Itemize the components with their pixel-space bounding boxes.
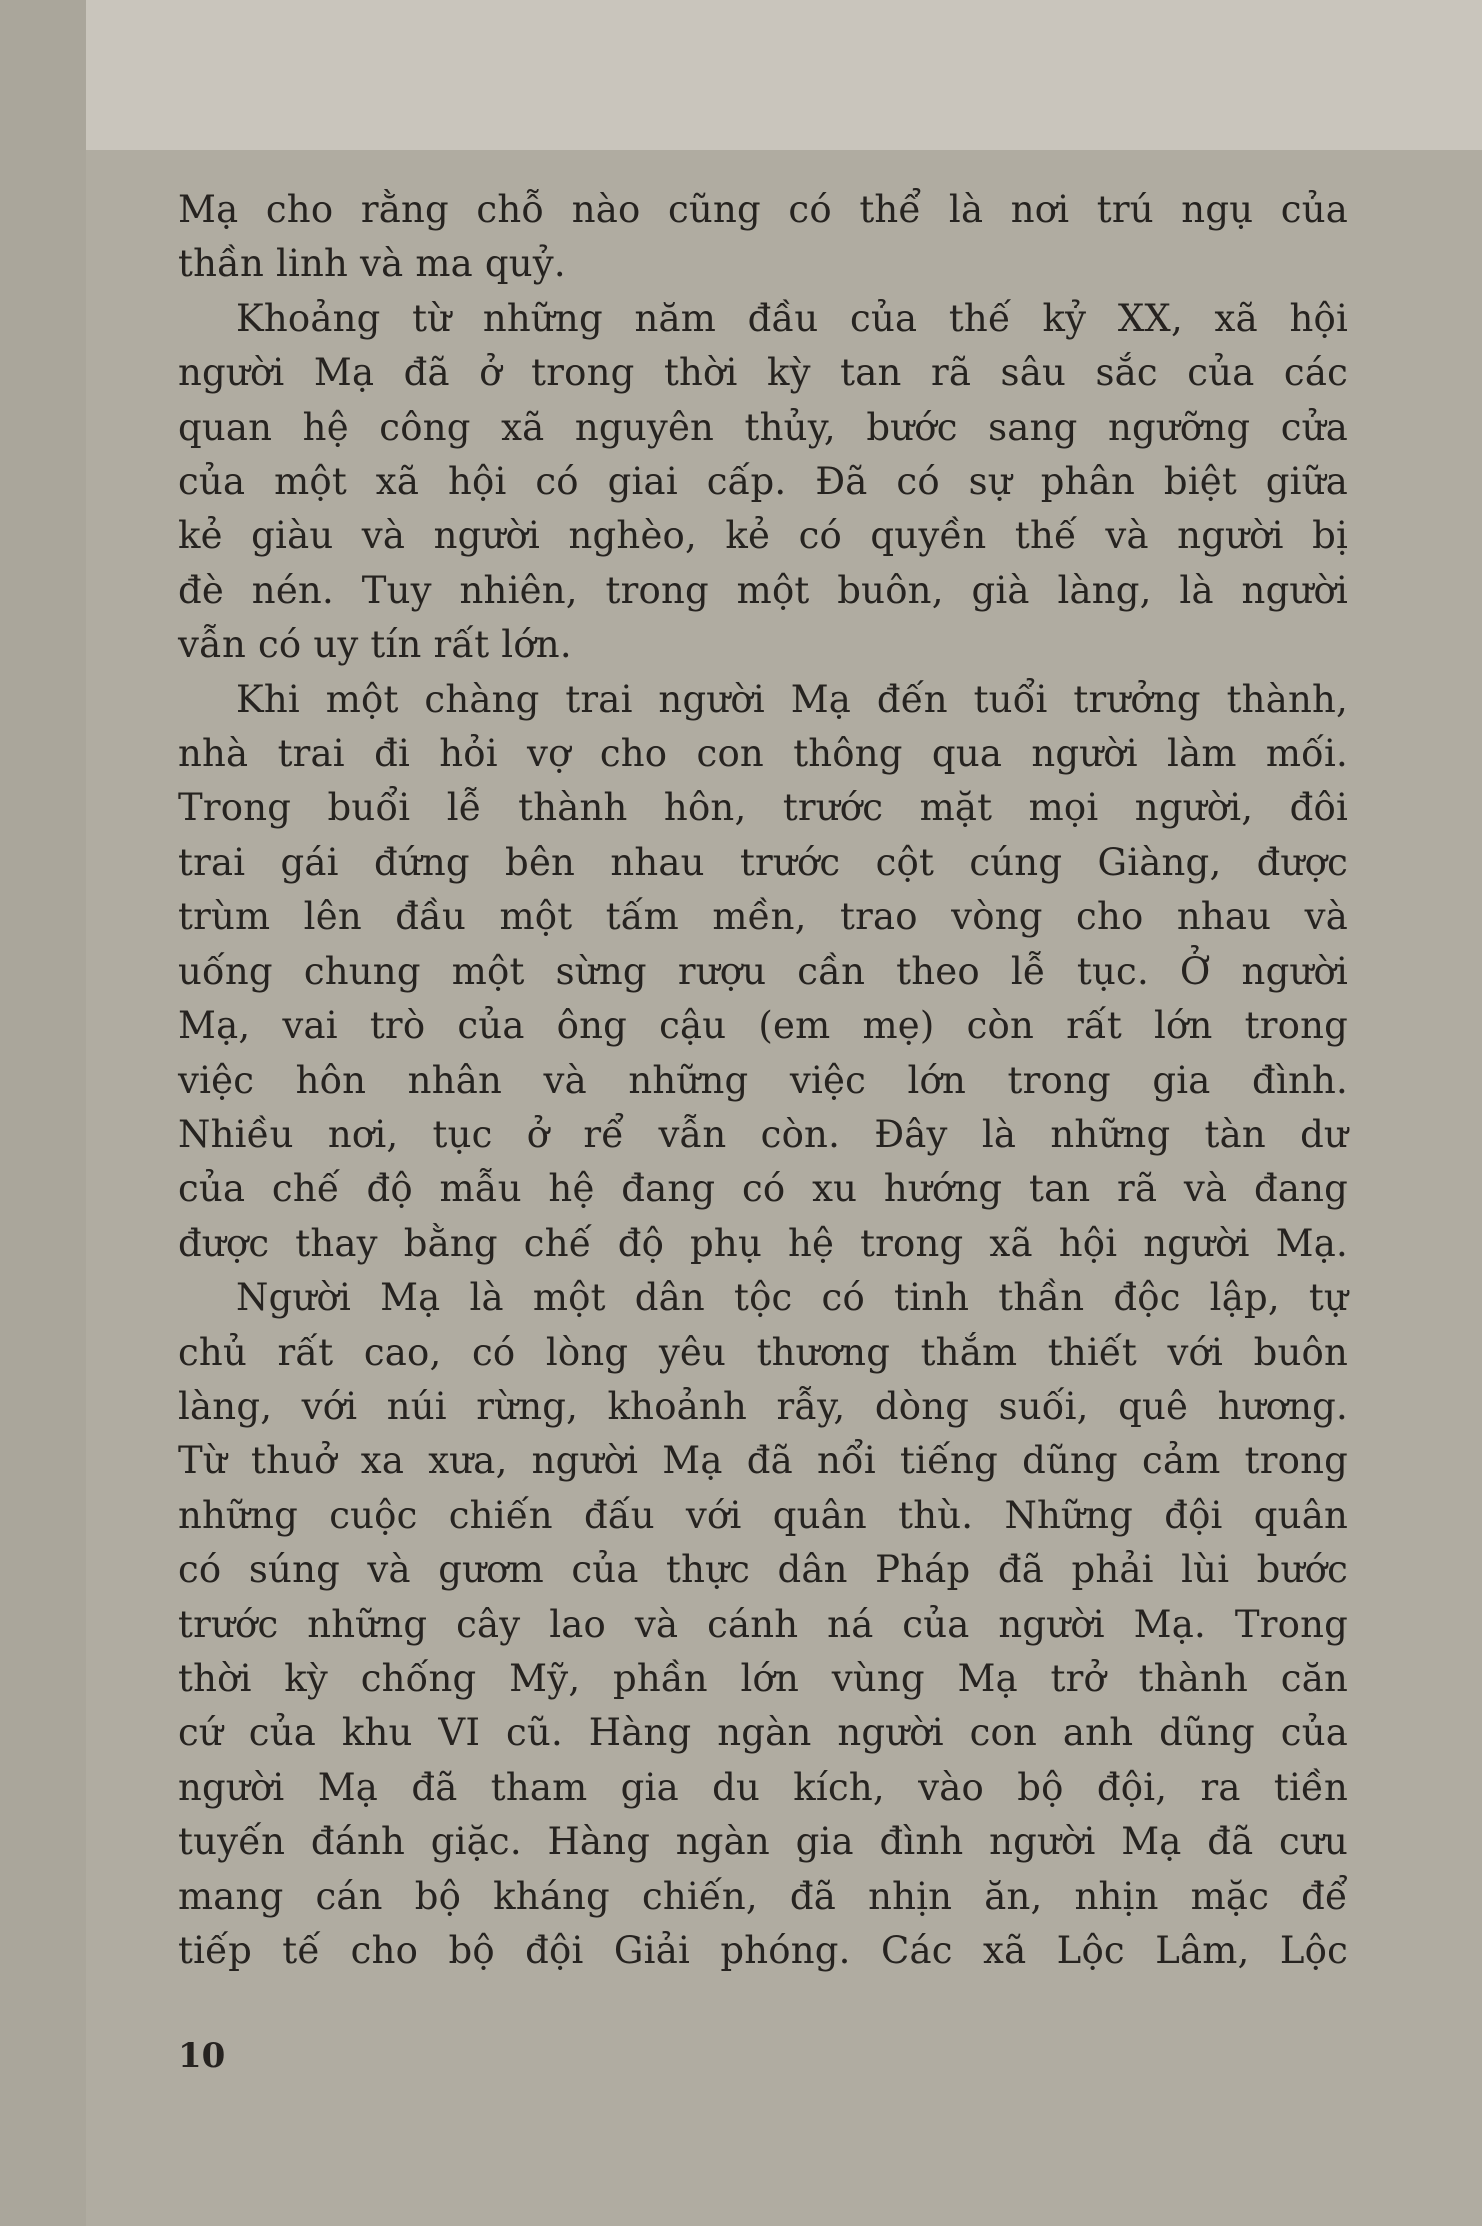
text-line: người Mạ đã ở trong thời kỳ tan rã sâu sắc của các [178, 351, 1348, 395]
page-number: 10 [178, 2036, 226, 2076]
text-line: Mạ, vai trò của ông cậu (em mẹ) còn rất lớn trong [178, 1004, 1348, 1048]
text-line: đè nén. Tuy nhiên, trong một buôn, già làng, là người [178, 568, 1348, 612]
body-text [178, 183, 1348, 1978]
text-line: trai gái đứng bên nhau trước cột cúng Giàng, được [178, 840, 1348, 884]
text-line: Khi một chàng trai người Mạ đến tuổi trưởng thành, [236, 677, 1348, 721]
text-line: việc hôn nhân và những việc lớn trong gia đình. [178, 1058, 1348, 1102]
text-line: những cuộc chiến đấu với quân thù. Những đội quân [178, 1493, 1348, 1537]
text-line: kẻ giàu và người nghèo, kẻ có quyền thế và người bị [178, 514, 1348, 558]
text-line: tiếp tế cho bộ đội Giải phóng. Các xã Lộc Lâm, Lộc [178, 1929, 1348, 1972]
text-line: quan hệ công xã nguyên thủy, bước sang ngưỡng cửa [178, 405, 1348, 449]
text-line: Mạ cho rằng chỗ nào cũng có thể là nơi trú ngụ của [178, 188, 1348, 231]
text-line: Từ thuở xa xưa, người Mạ đã nổi tiếng dũng cảm trong [178, 1439, 1348, 1483]
text-line: thời kỳ chống Mỹ, phần lớn vùng Mạ trở thành căn [178, 1656, 1348, 1700]
text-line: chủ rất cao, có lòng yêu thương thắm thiết với buôn [178, 1330, 1348, 1374]
text-line: của một xã hội có giai cấp. Đã có sự phân biệt giữa [178, 460, 1348, 504]
text-line: trước những cây lao và cánh ná của người Mạ. Trong [178, 1602, 1348, 1646]
text-line: tuyến đánh giặc. Hàng ngàn gia đình người Mạ đã cưu [178, 1820, 1348, 1864]
text-line: làng, với núi rừng, khoảnh rẫy, dòng suối, quê hương. [178, 1384, 1348, 1428]
text-line: trùm lên đầu một tấm mền, trao vòng cho nhau và [178, 895, 1348, 939]
text-line: mang cán bộ kháng chiến, đã nhịn ăn, nhịn mặc để [178, 1874, 1348, 1918]
text-line: vẫn có uy tín rất lớn. [178, 623, 572, 667]
text-line: Khoảng từ những năm đầu của thế kỷ XX, xã hội [236, 296, 1348, 340]
text-line: Người Mạ là một dân tộc có tinh thần độc lập, tự [236, 1276, 1348, 1320]
text-line: thần linh và ma quỷ. [178, 242, 566, 286]
text-line: người Mạ đã tham gia du kích, vào bộ đội, ra tiền [178, 1765, 1348, 1809]
text-line: uống chung một sừng rượu cần theo lễ tục. Ở người [178, 949, 1348, 993]
text-line: cứ của khu VI cũ. Hàng ngàn người con anh dũng của [178, 1711, 1348, 1755]
page-top-margin [86, 0, 1482, 150]
text-line: Nhiều nơi, tục ở rể vẫn còn. Đây là những tàn dư [178, 1112, 1348, 1156]
text-line: nhà trai đi hỏi vợ cho con thông qua người làm mối. [178, 732, 1348, 776]
page-edge-shadow [0, 0, 86, 2226]
text-line: có súng và gươm của thực dân Pháp đã phải lùi bước [178, 1548, 1348, 1592]
text-line: của chế độ mẫu hệ đang có xu hướng tan rã và đang [178, 1167, 1348, 1211]
text-line: được thay bằng chế độ phụ hệ trong xã hội người Mạ. [178, 1221, 1348, 1265]
text-line: Trong buổi lễ thành hôn, trước mặt mọi người, đôi [178, 786, 1348, 830]
